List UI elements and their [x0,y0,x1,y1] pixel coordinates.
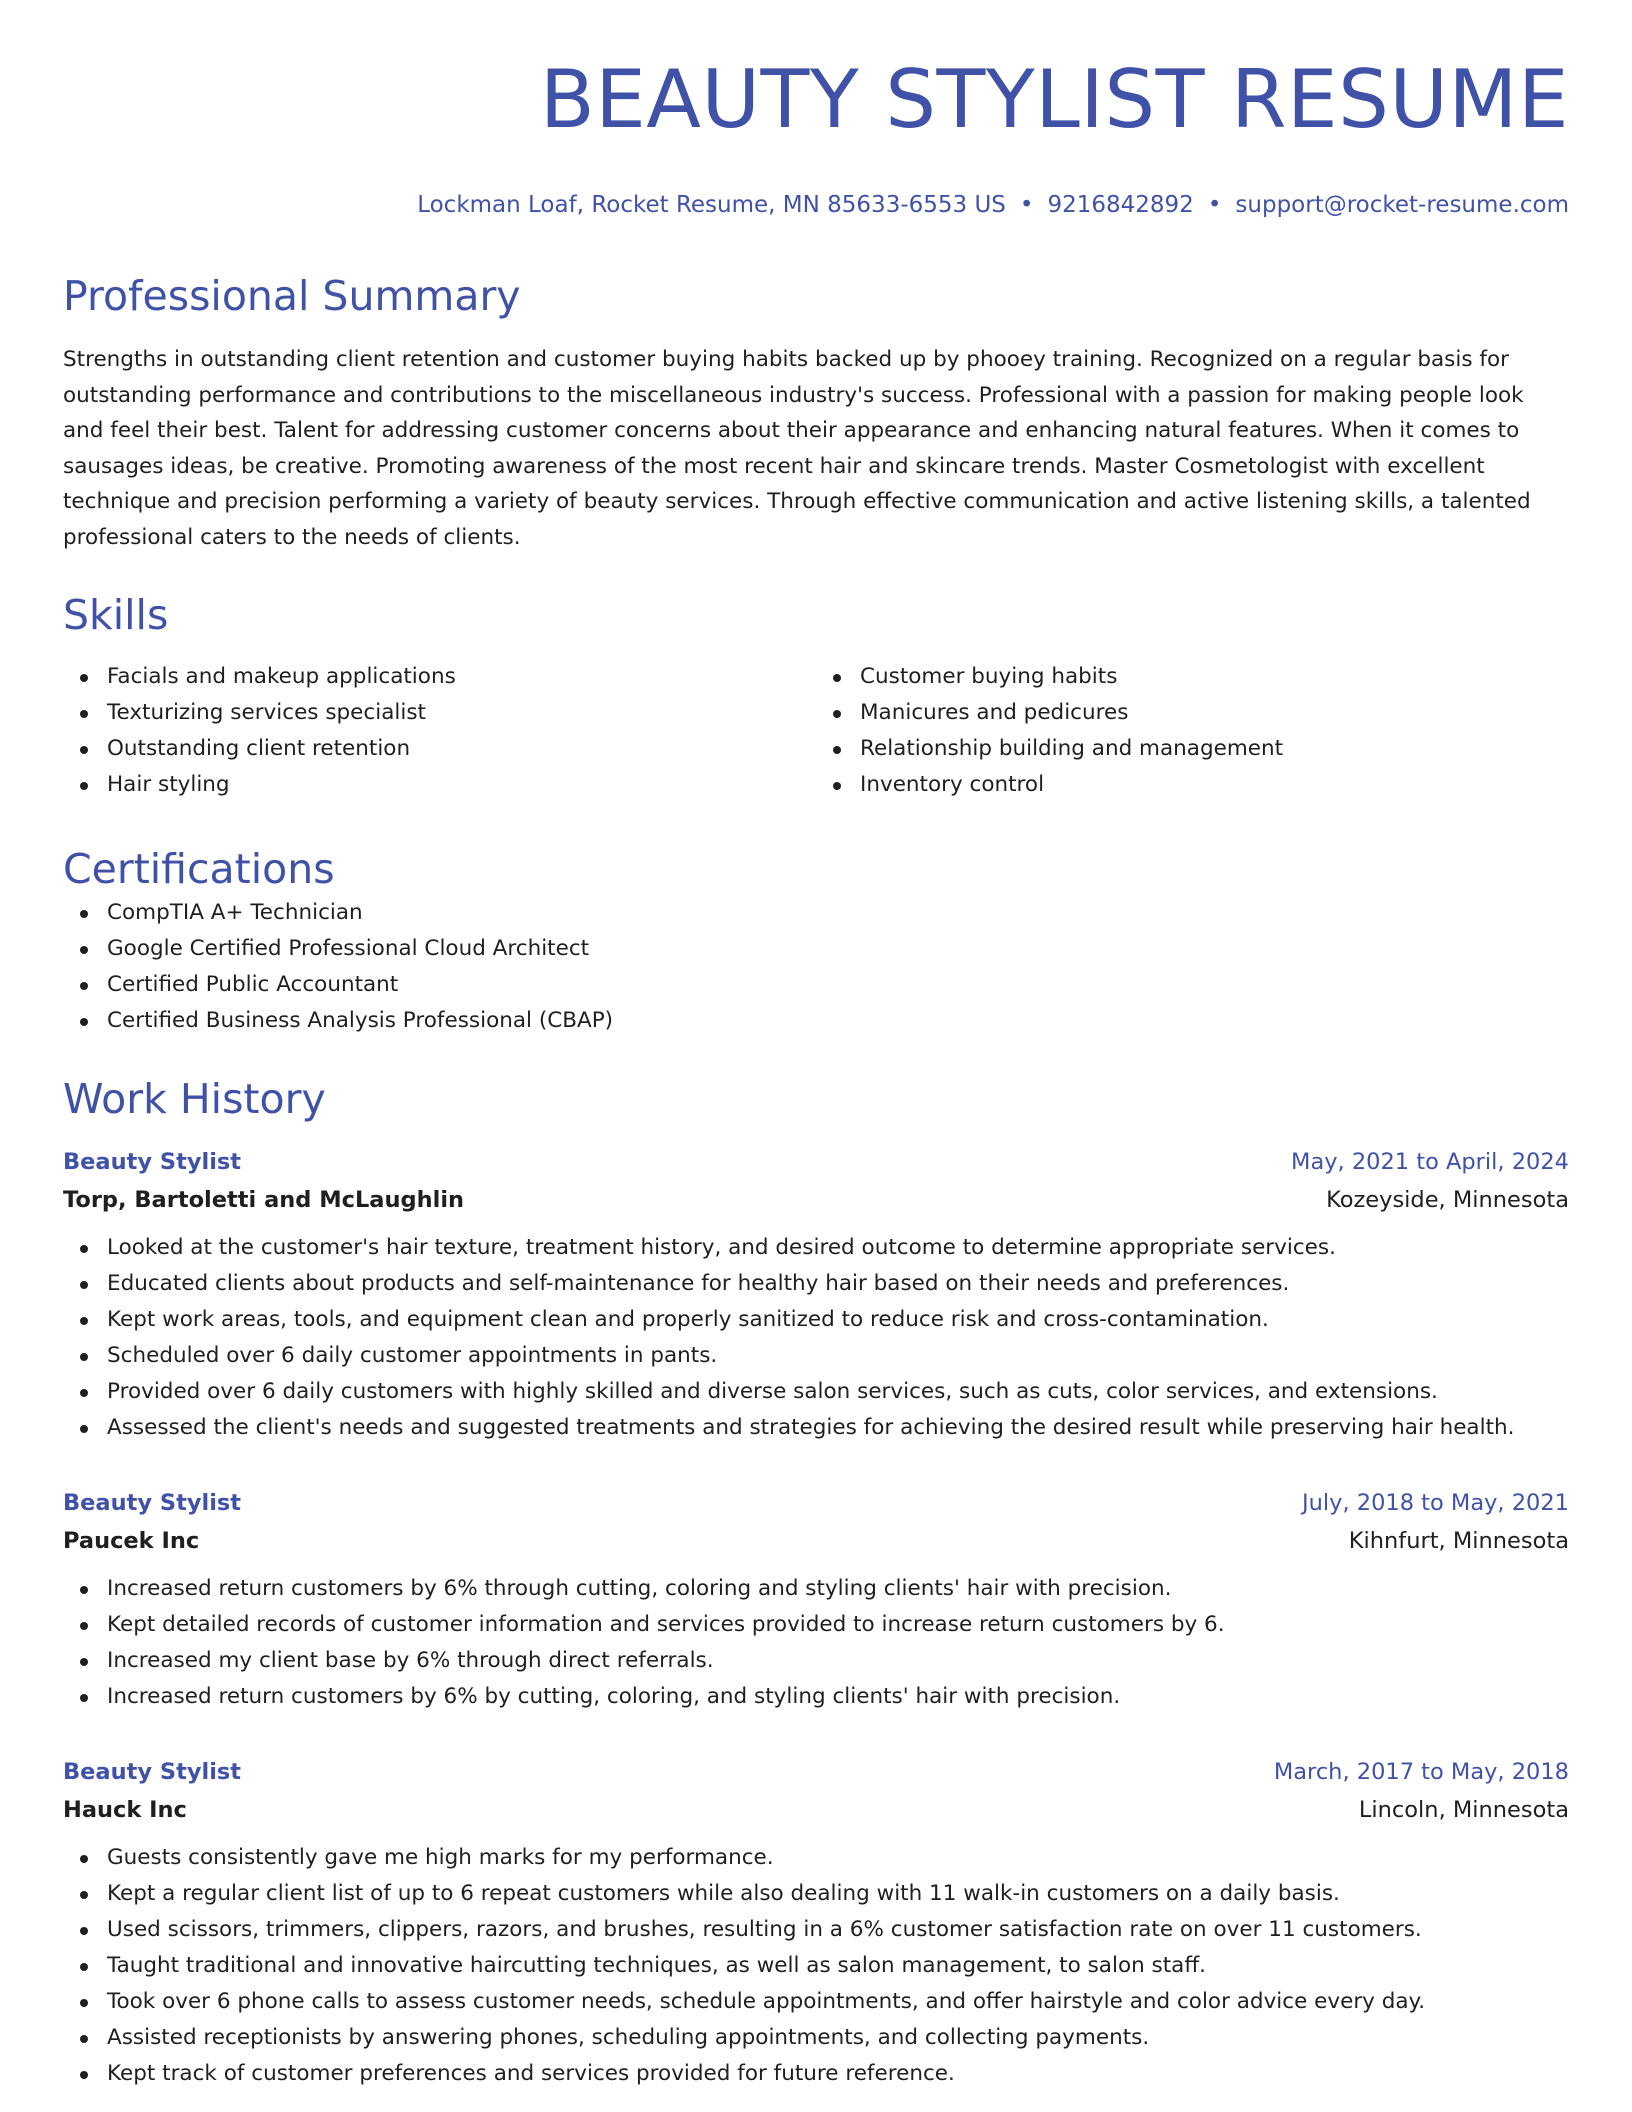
job-duties-list [63,1840,1569,2092]
job-duty-item: Took over 6 phone calls to assess customer needs, schedule appointments, and offer hairstyle and color advice every day. [63,1984,1569,2020]
skill-item: Facials and makeup applications [63,659,816,695]
skills-list-right [816,659,1569,803]
job-duties-list [63,1230,1569,1446]
job-title: Beauty Stylist [63,1149,242,1175]
skill-item: Texturizing services specialist [63,695,816,731]
skills-grid [63,659,1569,803]
job-title: Beauty Stylist [63,1759,242,1785]
job-duty-item: Kept track of customer preferences and services provided for future reference. [63,2056,1569,2092]
job-entry [63,1753,1569,2092]
job-duty-item: Kept work areas, tools, and equipment clean and properly sanitized to reduce risk and cross-contamination. [63,1302,1569,1338]
certification-item: Certified Public Accountant [63,967,1569,1003]
job-location: Kozeyside, Minnesota [1326,1187,1569,1213]
job-dates: July, 2018 to May, 2021 [1301,1490,1569,1516]
job-location: Lincoln, Minnesota [1358,1797,1569,1823]
job-company: Hauck Inc [63,1797,187,1823]
skill-item: Outstanding client retention [63,731,816,767]
resume-title: BEAUTY STYLIST RESUME [539,53,1569,146]
certifications-heading: Certifications [63,845,335,893]
certification-item: Google Certified Professional Cloud Architect [63,931,1569,967]
job-duty-item: Kept a regular client list of up to 6 repeat customers while also dealing with 11 walk-in customers on a daily basis. [63,1876,1569,1912]
job-duty-item: Looked at the customer's hair texture, treatment history, and desired outcome to determine appropriate services. [63,1230,1569,1266]
job-duty-item: Increased my client base by 6% through direct referrals. [63,1643,1569,1679]
contact-separator: • [1019,192,1034,218]
contact-phone: 9216842892 [1047,192,1194,218]
contact-line [63,190,1569,220]
job-duty-item: Scheduled over 6 daily customer appointments in pants. [63,1338,1569,1374]
skill-item: Customer buying habits [816,659,1569,695]
contact-separator: • [1207,192,1222,218]
certifications-list [63,895,1569,1039]
job-entry [63,1143,1569,1446]
job-duties-list [63,1571,1569,1715]
contact-address: Lockman Loaf, Rocket Resume, MN 85633-6553 US [417,192,1006,218]
job-duty-item: Increased return customers by 6% by cutting, coloring, and styling clients' hair with precision. [63,1679,1569,1715]
job-duty-item: Provided over 6 daily customers with highly skilled and diverse salon services, such as cuts, color services, and extensions. [63,1374,1569,1410]
job-company-row [63,1522,1569,1560]
job-title-row [63,1143,1569,1181]
skills-list-left [63,659,816,803]
job-title: Beauty Stylist [63,1490,242,1516]
job-title-row [63,1753,1569,1791]
job-duty-item: Used scissors, trimmers, clippers, razors, and brushes, resulting in a 6% customer satisfaction rate on over 11 customers. [63,1912,1569,1948]
skill-item: Hair styling [63,767,816,803]
job-duty-item: Educated clients about products and self-maintenance for healthy hair based on their needs and preferences. [63,1266,1569,1302]
job-entry [63,1484,1569,1715]
job-duty-item: Kept detailed records of customer information and services provided to increase return customers by 6. [63,1607,1569,1643]
job-company: Torp, Bartoletti and McLaughlin [63,1187,465,1213]
job-duty-item: Taught traditional and innovative haircutting techniques, as well as salon management, to salon staff. [63,1948,1569,1984]
job-duty-item: Assessed the client's needs and suggested treatments and strategies for achieving the desired result while preserving hair health. [63,1410,1569,1446]
certification-item: Certified Business Analysis Professional (CBAP) [63,1003,1569,1039]
job-company-row [63,1791,1569,1829]
skills-heading: Skills [63,591,169,639]
job-duty-item: Assisted receptionists by answering phones, scheduling appointments, and collecting payments. [63,2020,1569,2056]
job-title-row [63,1484,1569,1522]
job-dates: May, 2021 to April, 2024 [1291,1149,1569,1175]
certification-item: CompTIA A+ Technician [63,895,1569,931]
summary-heading: Professional Summary [63,272,521,320]
job-company-row [63,1181,1569,1219]
skill-item: Relationship building and management [816,731,1569,767]
job-dates: March, 2017 to May, 2018 [1273,1759,1569,1785]
job-duty-item: Increased return customers by 6% through cutting, coloring and styling clients' hair with precision. [63,1571,1569,1607]
skill-item: Manicures and pedicures [816,695,1569,731]
summary-text: Strengths in outstanding client retention and customer buying habits backed up by phooey training. Recognized on a regular basis for outstanding performance and contributions to the miscellaneous industry's success. Professional with a passion for making people look and feel their best. Talent for addressing customer concerns about their appearance and enhancing natural features. When it comes to sausages ideas, be creative. Promoting awareness of the most recent hair and skincare trends. Master Cosmetologist with excellent technique and precision performing a variety of beauty services. Through effective communication and active listening skills, a talented professional caters to the needs of clients. [63,347,1531,550]
work-history-heading: Work History [63,1075,326,1123]
contact-email: support@rocket-resume.com [1235,192,1569,218]
job-duty-item: Guests consistently gave me high marks for my performance. [63,1840,1569,1876]
job-company: Paucek Inc [63,1528,200,1554]
skill-item: Inventory control [816,767,1569,803]
job-location: Kihnfurt, Minnesota [1348,1528,1569,1554]
